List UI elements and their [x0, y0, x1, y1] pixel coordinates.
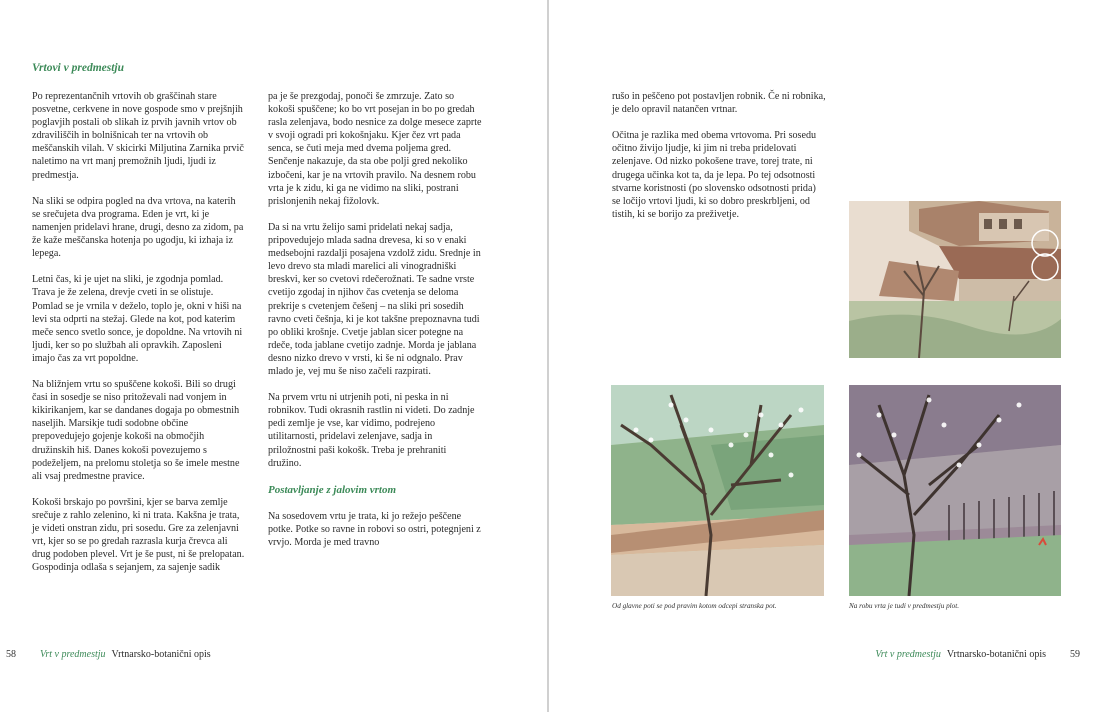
paragraph: rušo in peščeno pot postavljen robnik. Če ni robnika, je delo opravil natančen vrtnar. [612, 91, 826, 116]
footer-chapter: Vrtnarsko-botanični opis [946, 649, 1046, 660]
page-number: 59 [1070, 649, 1080, 660]
left-column-1 [32, 90, 246, 588]
paragraph: Na bližnjem vrtu so spuščene kokoši. Bili so drugi časi in sosedje se niso pritoževali nad vonjem in kikirikanjem, kar se dandanes dogaja po obmestnih naseljih. Marsikje tudi sodobne občine prepovedujejo gojenje kokoši na območjih družinskih hiš. Danes kokoši povezujemo s podeželjem, na prelomu stoletja so še imele mestne ali vsaj predmestne pravice. [32, 379, 240, 482]
paragraph: Na sliki se odpira pogled na dva vrtova, na katerih se srečujeta dva programa. Eden je vrt, ki je namenjen pridelavi hrane, drugi, desno za zidom, pa že kaže meščanska hotenja po ugodju, ki izhaja iz lepega. [32, 195, 244, 260]
footer-section: Vrt v predmestju [875, 649, 941, 660]
footer-section: Vrt v predmestju [40, 649, 106, 660]
left-column-2 [268, 90, 482, 562]
paragraph: Očitna je razlika med obema vrtovoma. Pri sosedu očitno živijo ljudje, ki jim ni treba pridelovati zelenjave. Od nizko pokošene trave, torej trate, ni drugega učinka kot ta, da je lepa. Po tej odsotnosti stvarne koristnosti (po slovensko odsotnosti prida) se ločijo vrtovi ljudi, ki so dobro preskrbljeni, od tistih, ki se borijo za preživetje. [612, 130, 817, 220]
right-footer [875, 649, 1080, 660]
paragraph: Da si na vrtu želijo sami pridelati nekaj sadja, pripovedujejo mlada sadna drevesa, ki so v enaki medsebojni razdalji posajena vzdolž zidu. Srednje in levo drevo sta mladi marelici ali vinogradniški breskvi, ker so cvetovi rdečerožnati. Te sadne vrste cvetijo zgodaj in njihov čas cvetenja se deloma prekrije s cvetenjem češenj – na sliki pri sosedih ravno cveti češnja, ki je kot takšne prepoznavna tudi po obliki krošnje. Cvetje jablan sicer potegne na rdeče, toda jablane cvetijo zadnje. Morda je jablana desno nizko drevo v vrsti, ki še ni odgnalo. Prav mlado je, vej mu še niso začeli razpirati. [268, 221, 481, 377]
painting-fence-figure [849, 385, 1061, 596]
painting-fence [849, 385, 1061, 596]
right-column [612, 90, 826, 234]
painting-tree-path [611, 385, 824, 596]
figure-caption-right: Na robu vrta je tudi v predmestju plot. [849, 602, 960, 610]
painting-rooftops-figure [849, 201, 1061, 358]
paragraph: Kokoši brskajo po površini, kjer se barva zemlje srečuje z rahlo zelenino, ki ni trata. Kakšna je trata, je videti onstran zidu, pri sosedu. Gre za zelenjavni vrt, kjer so se po gredah razrasla kurja črevca ali drug podoben plevel. Vrt je še pust, ni še prelopatan. Gospodinja odlaša s sejanjem, za sajenje sadik [32, 496, 245, 574]
painting-rooftops [849, 201, 1061, 358]
page-number: 58 [6, 649, 16, 660]
footer-chapter: Vrtnarsko-botanični opis [111, 649, 211, 660]
figure-caption-left: Od glavne poti se pod pravim kotom odcepi stranska pot. [612, 602, 777, 610]
paragraph: pa je še prezgodaj, ponoči še zmrzuje. Zato so kokoši spuščene; ko bo vrt posejan in bo po gredah rasla zelenjava, bodo nesnice za dolge mesece zaprte v svoji ogradi pri kokošnjaku. Kjer čez vrt pada senca, se čuti meja med dvema poljema gred. Senčenje nakazuje, da sta obe polji gred nekoliko izbočeni, kar je na vrtovih pravilo. Na desnem robu vrta je k zidu, ki ga ne vidimo na sliki, postrani prislonjenih nekaj fižolovk. [268, 91, 482, 207]
left-footer [6, 649, 211, 660]
page-gutter [547, 0, 549, 712]
section-heading: Vrtovi v predmestju [32, 62, 124, 74]
paragraph: Na prvem vrtu ni utrjenih poti, ni peska in ni robnikov. Tudi okrasnih rastlin ni videti. Do zadnje pedi zemlje je vse, kar vidimo, podrejeno utilitarnosti, pridelavi zelenjave, sadja in priložnostni paši kokošk. Treba je prehraniti družino. [268, 392, 475, 469]
subheading: Postavljanje z jalovim vrtom [268, 483, 397, 496]
paragraph: Letni čas, ki je ujet na sliki, je zgodnja pomlad. Trava je že zelena, drevje cveti in se olistuje. Pomlad se je vrnila v deželo, toplo je, okni v hiši na levi sta odprti na stežaj. Glede na kot, pod katerim meče senco svetlo sonce, je dopoldne. Na vrtovih ni ljudi, ker so po službah ali opravkih. Zaposleni imajo čas za vrt popoldne. [32, 274, 243, 364]
paragraph: Na sosedovem vrtu je trata, ki jo režejo peščene potke. Potke so ravne in robovi so ostri, potegnjeni z vrvjo. Morda je med travno [268, 510, 481, 549]
painting-tree-path-figure [611, 385, 824, 596]
paragraph: Po reprezentančnih vrtovih ob graščinah stare posvetne, cerkvene in nove gospode smo v prejšnjih poglavjih postali ob slikah iz prvih javnih vrtov ob zdraviliščih in bolnišnicah ter na vrtovih ob meščanskih vilah. V skicirki Miljutina Zarnika prvič naletimo na vrt manj premožnih ljudi, ljudi iz predmestja. [32, 91, 244, 181]
